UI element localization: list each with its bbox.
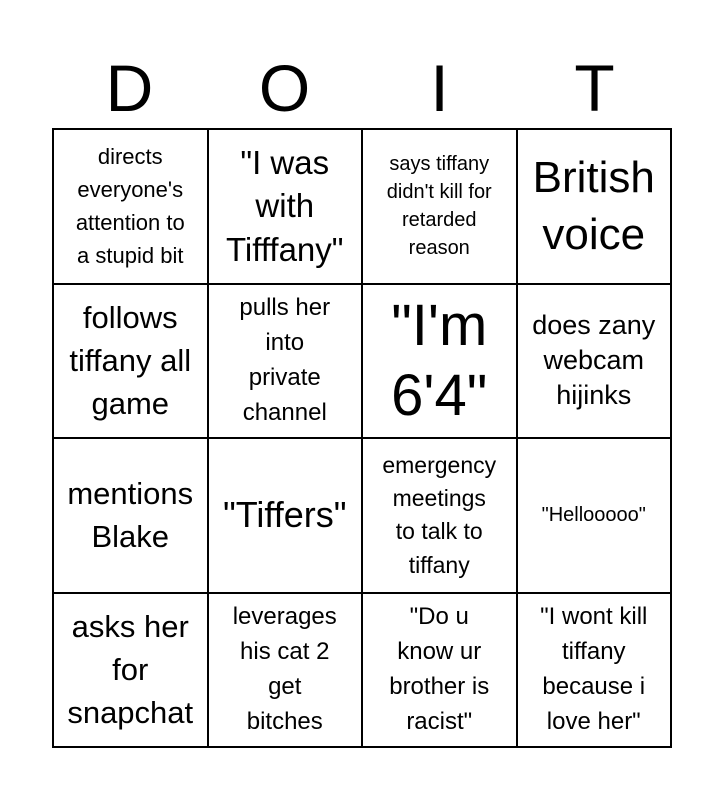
cell-text: says tiffany didn't kill for retarded reason — [386, 153, 492, 260]
bingo-board — [52, 128, 672, 748]
cell-text: does zany webcam hijinks — [532, 310, 656, 411]
bingo-header — [52, 48, 672, 128]
header-letter-o: O — [258, 51, 311, 125]
bingo-cell[interactable] — [518, 285, 673, 440]
bingo-cell[interactable] — [54, 285, 209, 440]
cell-text: "I'm 6'4" — [391, 293, 488, 428]
header-letter-i: I — [430, 51, 449, 125]
cell-text: mentions Blake — [67, 475, 194, 555]
bingo-cell[interactable] — [518, 594, 673, 749]
bingo-cell[interactable] — [363, 594, 518, 749]
header-letter-d: D — [105, 51, 154, 125]
bingo-cell[interactable] — [54, 439, 209, 594]
cell-text: "I was with Tifffany" — [226, 143, 344, 269]
cell-text: "I wont kill tiffany because i love her" — [540, 603, 648, 735]
bingo-cell[interactable] — [54, 594, 209, 749]
bingo-cell[interactable] — [209, 130, 364, 285]
cell-text: "Tiffers" — [222, 493, 347, 535]
bingo-cell[interactable] — [209, 594, 364, 749]
cell-text: pulls her into private channel — [239, 294, 331, 426]
bingo-cell[interactable] — [209, 285, 364, 440]
bingo-cell[interactable] — [54, 130, 209, 285]
bingo-cell[interactable] — [518, 439, 673, 594]
header-letter-t: T — [574, 51, 615, 125]
cell-text: asks her for snapchat — [67, 608, 194, 731]
bingo-cell[interactable] — [209, 439, 364, 594]
cell-text: "Hellooooo" — [541, 504, 646, 527]
bingo-cell[interactable] — [363, 285, 518, 440]
cell-text: follows tiffany all game — [69, 299, 192, 422]
cell-text: "Do u know ur brother is racist" — [389, 603, 490, 735]
cell-text: directs everyone's attention to a stupid bit — [75, 144, 185, 269]
cell-text: British voice — [532, 153, 655, 260]
bingo-cell[interactable] — [363, 130, 518, 285]
cell-text: leverages his cat 2 get bitches — [232, 603, 337, 735]
bingo-cell[interactable] — [363, 439, 518, 594]
cell-text: emergency meetings to talk to tiffany — [382, 451, 497, 578]
bingo-cell[interactable] — [518, 130, 673, 285]
